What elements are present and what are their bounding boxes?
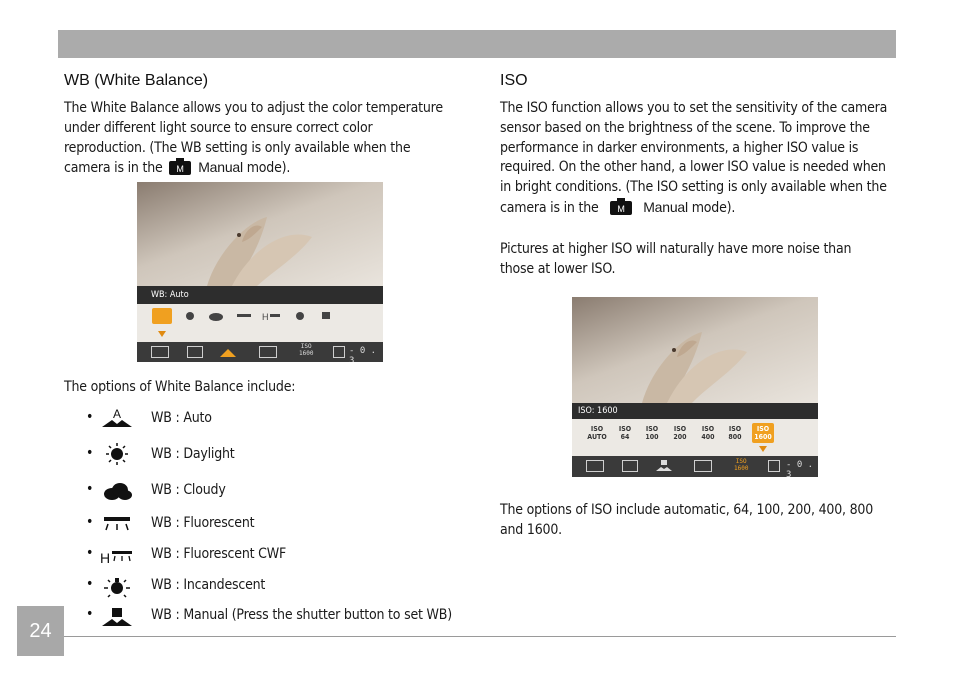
wb-option-icons (182, 309, 352, 323)
iso-intro-line: performance in darker environments, a higher ISO value is (500, 139, 859, 156)
resolution-icon (151, 346, 169, 358)
iso-intro-line: in bright conditions. (The ISO setting is only available when the (500, 179, 887, 196)
bullet: • (86, 409, 94, 425)
svg-text:A: A (112, 407, 122, 421)
wb-fluorescent-cwf-icon (100, 545, 134, 567)
camera-manual-icon (169, 158, 191, 175)
iso-option-top: ISO (756, 425, 770, 433)
metering-icon (259, 346, 277, 358)
bullet: • (86, 545, 94, 561)
iso-screen-label: ISO: 1600 (572, 403, 818, 419)
exposure-value: - 0 . 3 (786, 460, 814, 477)
exposure-value: - 0 . 3 (349, 346, 377, 362)
wb-cloudy-icon (100, 480, 134, 502)
wb-auto-icon (100, 407, 134, 429)
iso-intro-line: required. On the other hand, a lower ISO value is needed when (500, 159, 886, 176)
status-iso-top: ISO (735, 458, 747, 465)
bullet: • (86, 481, 94, 497)
iso-noise-note (500, 240, 900, 280)
iso-status-bar (572, 456, 818, 477)
svg-text:M: M (176, 164, 185, 175)
wb-option-label: WB : Fluorescent (151, 515, 255, 531)
iso-intro-line: sensor based on the brightness of the scene. To improve the (500, 119, 870, 136)
iso-option-strip (572, 419, 818, 456)
bullet: • (86, 514, 94, 530)
exposure-icon (333, 346, 345, 358)
wb-option-label: WB : Daylight (151, 446, 235, 462)
quality-icon (622, 460, 638, 472)
wb-auto-selected-icon[interactable] (152, 308, 172, 324)
wb-intro-pre: camera is in the (64, 160, 163, 177)
iso-option-auto[interactable] (586, 425, 608, 441)
iso-option-800[interactable] (724, 425, 746, 441)
wb-auto-status-icon (219, 346, 237, 358)
iso-noise-line: Pictures at higher ISO will naturally have more noise than (500, 241, 852, 257)
wb-screen-label: WB: Auto (137, 286, 383, 304)
iso-option-top: ISO (728, 425, 742, 433)
iso-screen-image (572, 297, 818, 477)
wb-manual-icon (100, 606, 134, 628)
wb-intro-line: The White Balance allows you to adjust the color temperature (64, 100, 443, 116)
wb-screen-image (137, 182, 383, 362)
iso-option-bottom: 400 (701, 433, 715, 441)
iso-option-bottom: 100 (645, 433, 659, 441)
wb-option-label: WB : Incandescent (151, 577, 266, 593)
wb-options-intro: The options of White Balance include: (64, 379, 296, 395)
exposure-icon (768, 460, 780, 472)
wb-heading: WB (White Balance) (64, 72, 209, 89)
wb-daylight-icon (100, 443, 134, 465)
iso-intro-line-last (500, 198, 900, 219)
iso-option-top: ISO (701, 425, 715, 433)
wb-incandescent-icon (100, 576, 134, 598)
wb-intro-line: under different light source to ensure correct color (64, 119, 373, 136)
iso-option-top: ISO (590, 425, 604, 433)
manual-mode-label: Manual (198, 159, 243, 176)
iso-intro-line: The ISO function allows you to set the sensitivity of the camera (500, 100, 888, 116)
iso-option-200[interactable] (669, 425, 691, 441)
iso-intro-pre: camera is in the (500, 199, 599, 216)
iso-option-bottom: 800 (728, 433, 742, 441)
flower-photo (137, 182, 383, 286)
iso-options-line: The options of ISO include automatic, 64, 100, 200, 400, 800 (500, 502, 874, 518)
wb-status-bar (137, 342, 383, 362)
iso-option-top: ISO (618, 425, 632, 433)
iso-option-64[interactable] (614, 425, 636, 441)
iso-option-bottom: 1600 (754, 433, 772, 441)
iso-noise-line: those at lower ISO. (500, 260, 616, 277)
wb-intro (64, 99, 464, 179)
wb-intro-post: mode). (246, 160, 291, 177)
flower-photo (572, 297, 818, 403)
bullet: • (86, 576, 94, 592)
bullet: • (86, 606, 94, 622)
metering-icon (694, 460, 712, 472)
selection-arrow-icon (759, 446, 767, 452)
manual-mode-label: Manual (643, 198, 688, 215)
page-number: 24 (17, 606, 64, 656)
iso-option-400[interactable] (697, 425, 719, 441)
wb-intro-line-last (64, 158, 464, 179)
iso-intro-post: mode). (691, 199, 736, 216)
status-iso (734, 458, 748, 472)
selection-arrow-icon (158, 331, 166, 337)
svg-text:H: H (262, 312, 269, 322)
iso-options-text (500, 501, 900, 541)
wb-option-label: WB : Cloudy (151, 482, 226, 498)
wb-manual-status-icon (656, 460, 672, 472)
wb-option-strip (137, 304, 383, 342)
iso-option-1600-selected[interactable] (752, 423, 774, 443)
wb-option-label: WB : Fluorescent CWF (151, 546, 287, 562)
flower-illustration (572, 297, 818, 403)
camera-manual-icon (610, 198, 632, 215)
status-iso-bottom: 1600 (734, 465, 749, 472)
wb-option-label: WB : Manual (Press the shutter button to set WB) (151, 607, 452, 623)
iso-option-top: ISO (645, 425, 659, 433)
iso-option-top: ISO (673, 425, 687, 433)
iso-intro (500, 99, 900, 219)
bullet: • (86, 445, 94, 461)
footer-divider (64, 636, 896, 637)
status-iso (299, 343, 313, 357)
svg-text:H: H (100, 550, 111, 566)
status-iso-bottom: 1600 (299, 350, 314, 357)
status-iso-top: ISO (300, 343, 312, 350)
iso-option-bottom: 64 (620, 433, 630, 441)
wb-fluorescent-icon (100, 513, 134, 535)
iso-options-line: and 1600. (500, 521, 562, 538)
resolution-icon (586, 460, 604, 472)
wb-intro-line: reproduction. (The WB setting is only available when the (64, 139, 411, 156)
quality-icon (187, 346, 203, 358)
svg-text:M: M (617, 203, 626, 214)
iso-option-100[interactable] (641, 425, 663, 441)
flower-illustration (137, 182, 383, 286)
wb-option-label: WB : Auto (151, 410, 212, 426)
header-bar (58, 30, 896, 58)
iso-option-bottom: AUTO (587, 433, 607, 441)
iso-heading: ISO (500, 72, 528, 89)
iso-option-bottom: 200 (673, 433, 687, 441)
